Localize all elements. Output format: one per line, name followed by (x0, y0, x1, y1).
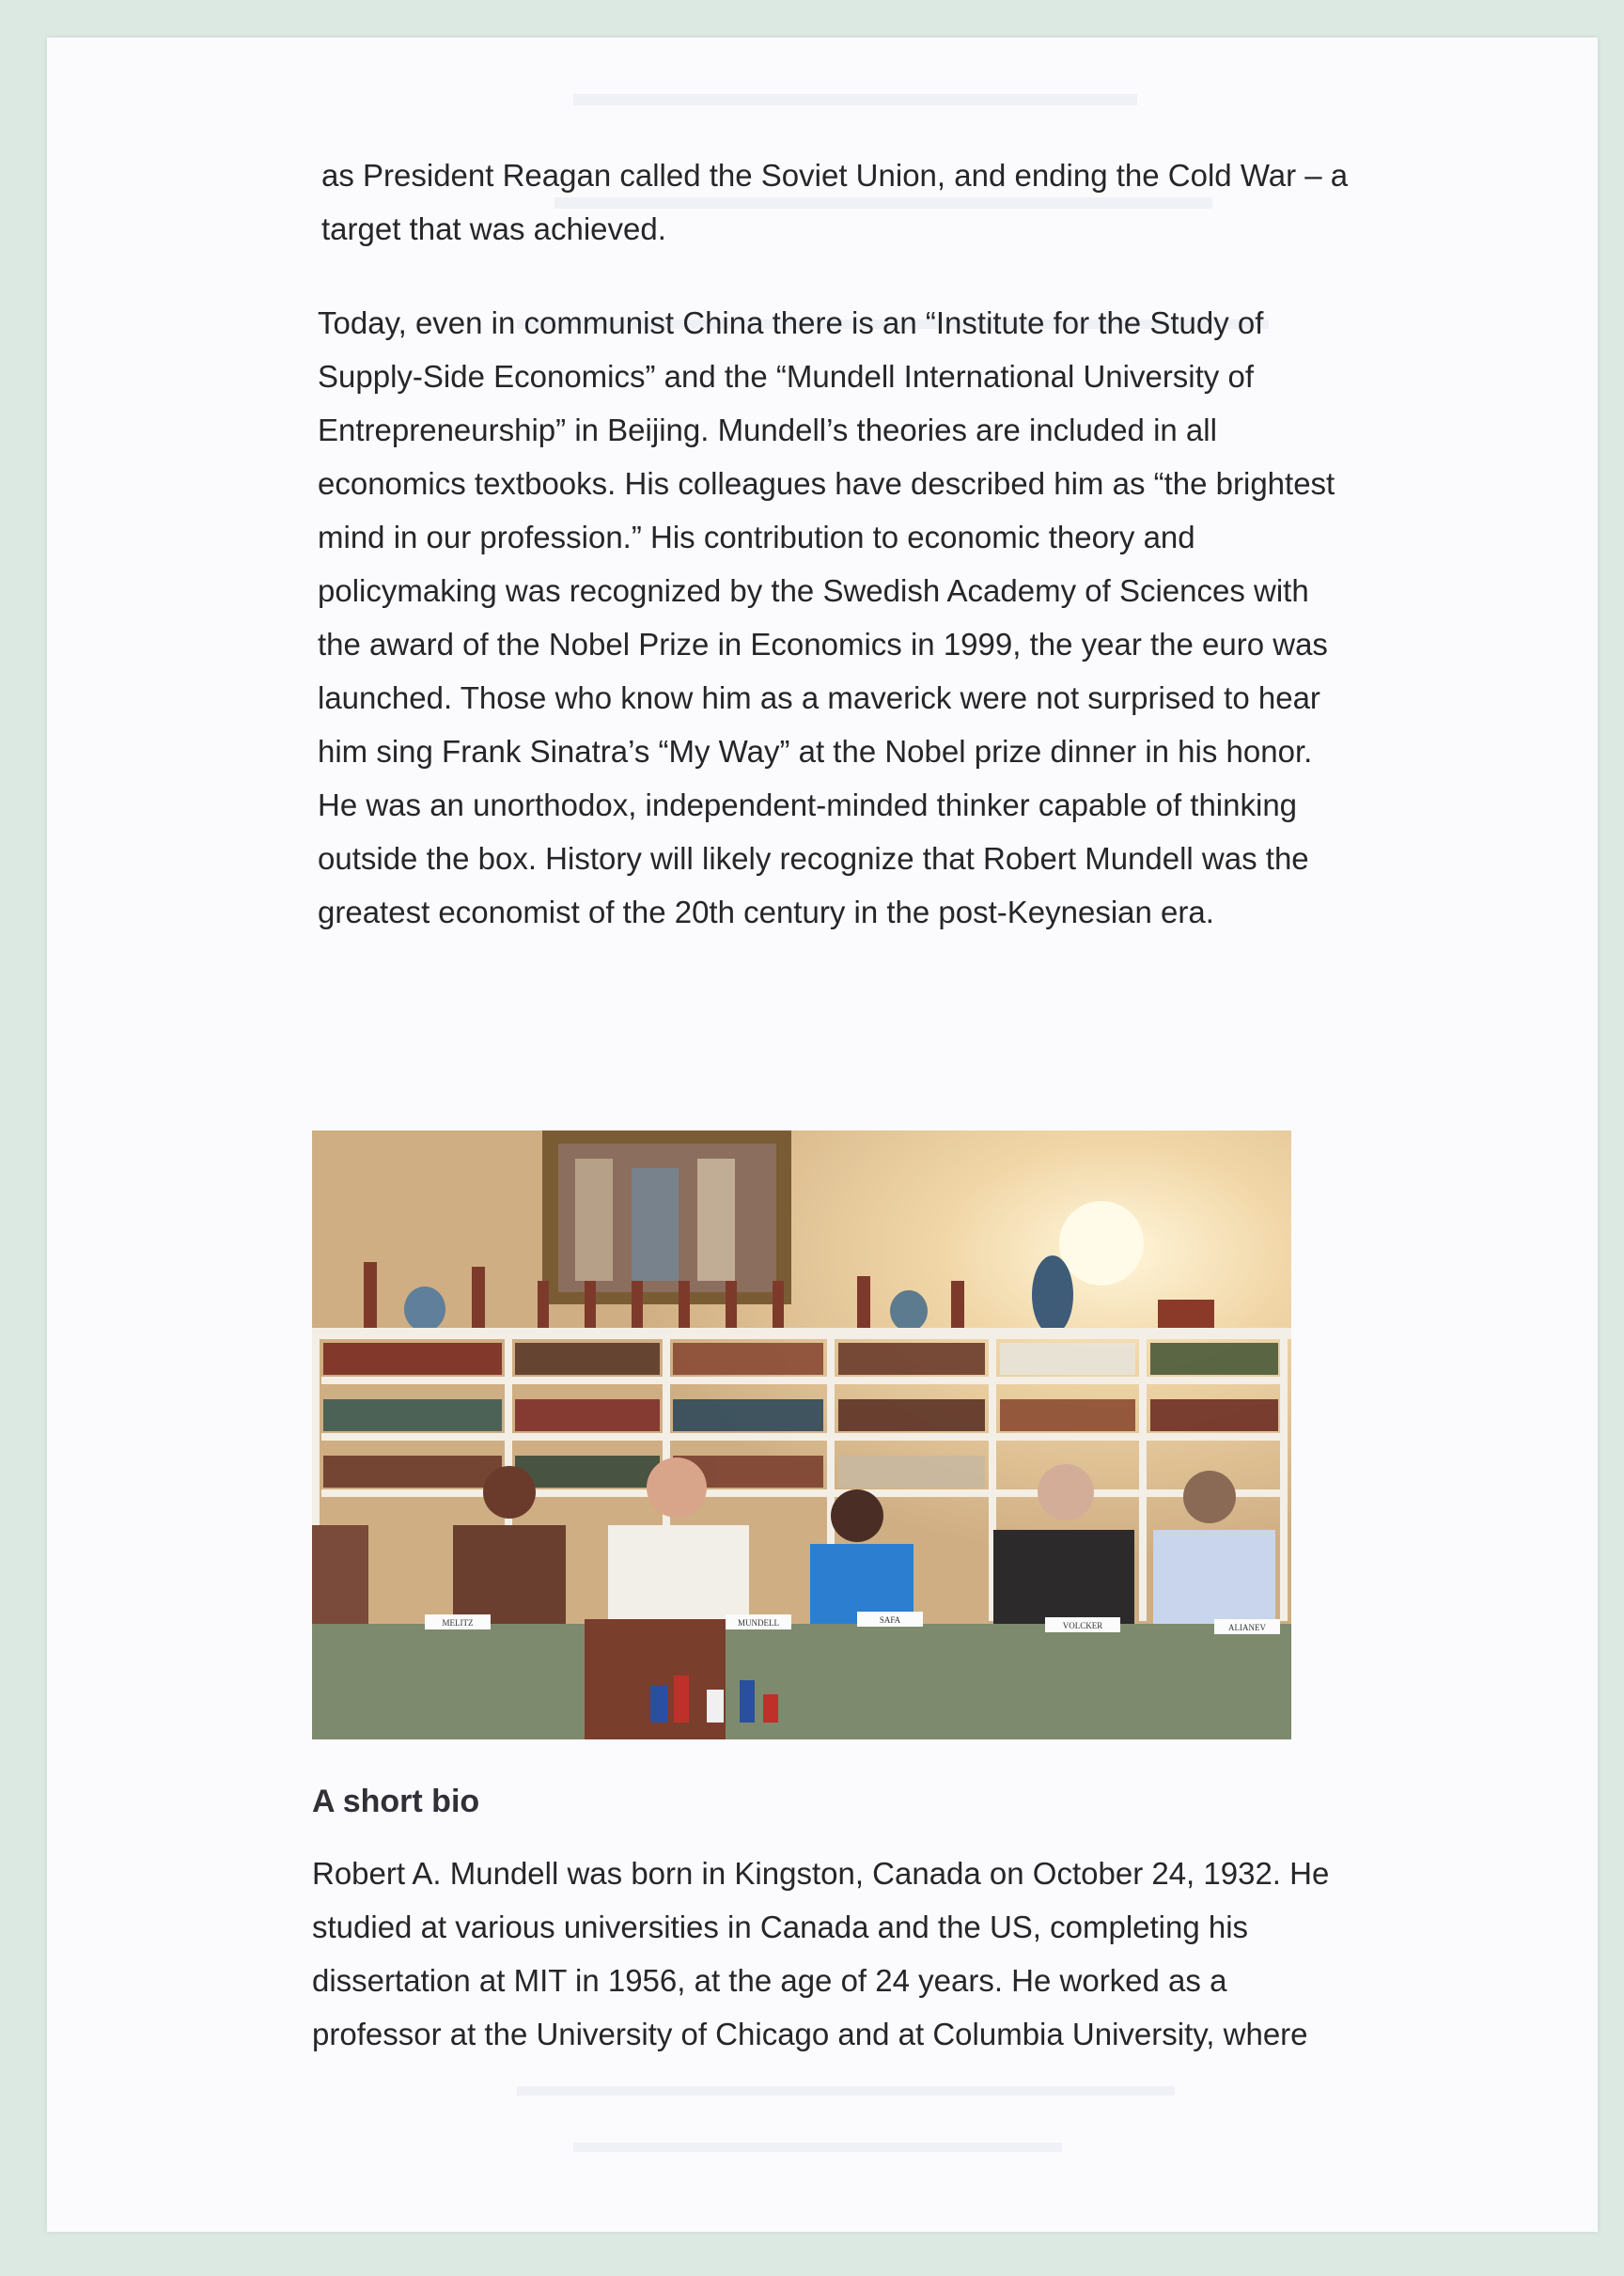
paragraph-bio: Robert A. Mundell was born in Kingston, Canada on October 24, 1932. He studied at various universities in Canada and the US, completing his dissertation at MIT in 1956, at the age of 24 years. He worked as a professor at the University of Chicago and at Columbia University, where (312, 1856, 1330, 2051)
name-card-melitz: MELITZ (442, 1618, 474, 1628)
paragraph-cold-war: as President Reagan called the Soviet Union, and ending the Cold War – a target that was achieved. (321, 158, 1349, 246)
bleed-through-line (573, 94, 1137, 105)
name-card-safa: SAFA (879, 1615, 901, 1625)
name-card-alianev: ALIANEV (1228, 1623, 1266, 1632)
bleed-through-line (517, 2086, 1175, 2096)
document-page (47, 38, 1598, 2232)
name-card-volcker: VOLCKER (1062, 1621, 1103, 1630)
name-card-mundell: MUNDELL (738, 1618, 779, 1628)
paragraph-legacy: Today, even in communist China there is an “Institute for the Study of Supply-Side Economics” and the “Mundell International University of Entrepreneurship” in Beijing. Mundell’s theories are included in all economics textbooks. His colleagues have described him as “the brightest mind in our profession.” His contribution to economic theory and policymaking was recognized by the Swedish Academy of Sciences with the award of the Nobel Prize in Economics in 1999, the year the euro was launched. Those who know him as a maverick were not surprised to hear him sing Frank Sinatra’s “My Way” at the Nobel prize dinner in his honor. He was an unorthodox, independent-minded thinker capable of thinking outside the box. History will likely recognize that Robert Mundell was the greatest economist of the 20th century in the post-Keynesian era. (318, 305, 1335, 929)
section-heading: A short bio (312, 1784, 480, 1819)
conference-photo (312, 1130, 1291, 1739)
bleed-through-line (573, 2143, 1062, 2152)
